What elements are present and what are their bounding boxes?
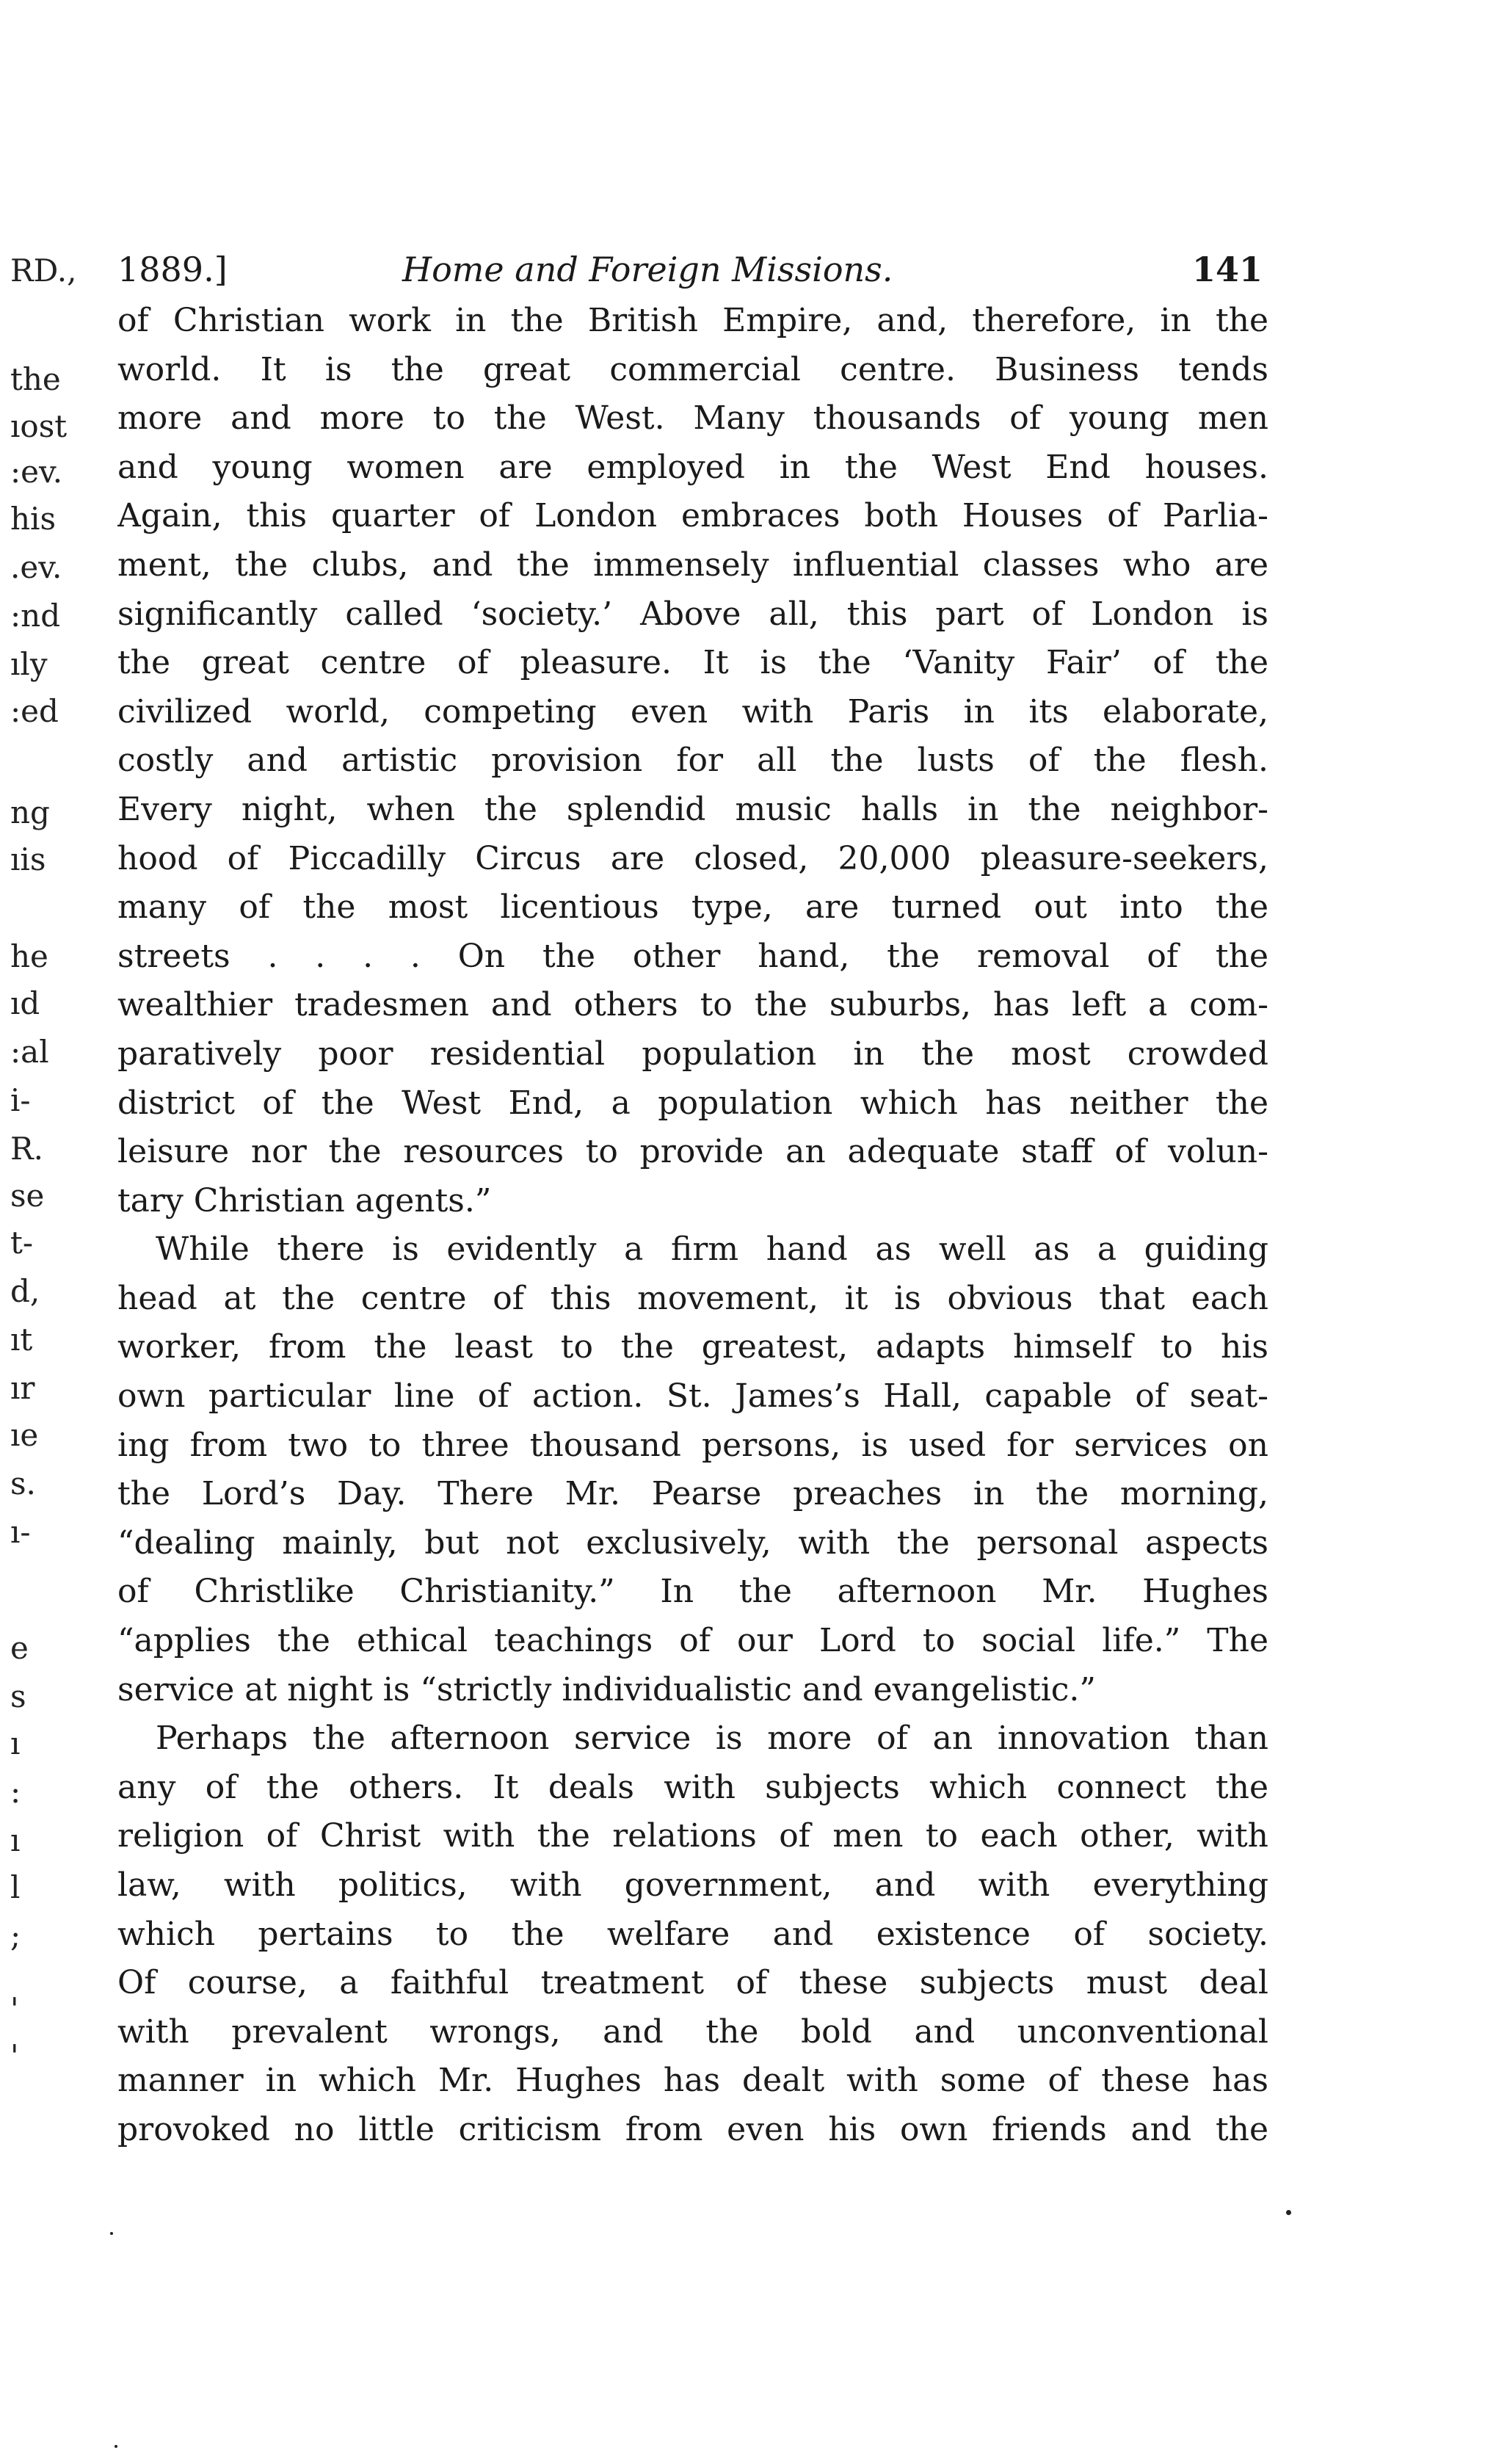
gutter-fragment: :ev. [10, 454, 63, 490]
text-line: and young women are employed in the West End houses. [117, 448, 1268, 486]
gutter-fragment: i- [10, 1082, 31, 1118]
gutter-fragment: ı [10, 1822, 21, 1858]
text-line: streets . . . . On the other hand, the removal of the [117, 937, 1268, 975]
text-line: worker, from the least to the greatest, adapts himself to his [117, 1328, 1268, 1366]
text-line: paratively poor residential population in the most crowded [117, 1034, 1268, 1073]
text-line: own particular line of action. St. James’s Hall, capable of seat- [117, 1377, 1268, 1416]
page-number: 141 [1191, 250, 1263, 289]
text-line: head at the centre of this movement, it is obvious that each [117, 1279, 1268, 1317]
gutter-fragment: R. [10, 1131, 43, 1167]
gutter-fragment: ıly [10, 646, 48, 682]
gutter-fragment: ; [10, 1918, 21, 1954]
scan-speck [1286, 2210, 1291, 2215]
gutter-fragment: se [10, 1178, 45, 1214]
text-line: Again, this quarter of London embraces both Houses of Parlia- [117, 497, 1268, 535]
gutter-fragment: he [10, 938, 48, 974]
text-line: costly and artistic provision for all the lusts of the flesh. [117, 742, 1268, 780]
gutter-fragment: : [10, 1774, 21, 1810]
text-line: with prevalent wrongs, and the bold and unconventional [117, 2012, 1268, 2051]
text-line: tary Christian agents.” [117, 1181, 492, 1220]
gutter-fragment: ' [10, 2038, 19, 2074]
gutter-fragment: ıis [10, 841, 46, 877]
text-line: the Lord’s Day. There Mr. Pearse preaches in the morning, [117, 1475, 1268, 1513]
gutter-fragment: s [10, 1678, 26, 1714]
scan-speck [115, 2445, 117, 2448]
text-line: hood of Piccadilly Circus are closed, 20,000 pleasure-seekers, [117, 839, 1268, 877]
text-line: civilized world, competing even with Paris in its elaborate, [117, 692, 1268, 731]
text-line: religion of Christ with the relations of men to each other, with [117, 1817, 1268, 1855]
gutter-fragment: :ed [10, 693, 59, 729]
text-line: ment, the clubs, and the immensely influential classes who are [117, 546, 1268, 584]
gutter-fragment: ı [10, 1725, 21, 1761]
gutter-fragment: d, [10, 1273, 40, 1309]
text-line: of Christlike Christianity.” In the afternoon Mr. Hughes [117, 1573, 1268, 1611]
gutter-fragment: .ev. [10, 549, 62, 585]
text-line: world. It is the great commercial centre. Business tends [117, 350, 1268, 388]
gutter-fragment: :nd [10, 598, 61, 634]
running-head-title: Home and Foreign Missions. [402, 250, 893, 289]
gutter-fragment: ıt [10, 1322, 33, 1358]
gutter-fragment: RD., [10, 253, 77, 289]
text-line: law, with politics, with government, and with everything [117, 1866, 1268, 1904]
text-line: leisure nor the resources to provide an adequate staff of volun- [117, 1133, 1268, 1171]
text-line: While there is evidently a firm hand as well as a guiding [156, 1231, 1268, 1269]
text-line: provoked no little criticism from even his own friends and the [117, 2110, 1268, 2148]
text-line: “dealing mainly, but not exclusively, with the personal aspects [117, 1523, 1268, 1562]
text-line: the great centre of pleasure. It is the ‘Vanity Fair’ of the [117, 644, 1268, 682]
text-line: ing from two to three thousand persons, is used for services on [117, 1426, 1268, 1464]
text-line: Every night, when the splendid music halls in the neighbor- [117, 790, 1268, 828]
running-head [117, 250, 1263, 294]
gutter-fragment: his [10, 501, 57, 537]
body-text [117, 297, 1268, 2155]
text-line: wealthier tradesmen and others to the suburbs, has left a com- [117, 986, 1268, 1024]
gutter-fragment: ıost [10, 408, 68, 444]
gutter-fragment: ıe [10, 1417, 39, 1453]
gutter-fragment: s. [10, 1465, 36, 1501]
running-head-year: 1889.] [117, 250, 228, 289]
gutter-fragment: ng [10, 794, 50, 830]
gutter-fragment: ı- [10, 1514, 31, 1550]
text-line: district of the West End, a population which has neither the [117, 1084, 1268, 1122]
text-line: of Christian work in the British Empire, and, therefore, in the [117, 302, 1268, 339]
text-line: which pertains to the welfare and existence of society. [117, 1915, 1268, 1953]
scan-speck [110, 2232, 113, 2235]
text-line: any of the others. It deals with subjects which connect the [117, 1768, 1268, 1806]
text-line: “applies the ethical teachings of our Lord to social life.” The [117, 1622, 1268, 1660]
gutter-fragment: e [10, 1630, 29, 1666]
gutter-fragment: ' [10, 1991, 19, 2027]
gutter-fragment: t- [10, 1225, 34, 1261]
text-line: manner in which Mr. Hughes has dealt with some of these has [117, 2062, 1268, 2100]
gutter-fragment: l [10, 1869, 21, 1905]
gutter-fragment: ıd [10, 985, 40, 1021]
gutter-fragment: the [10, 361, 61, 397]
text-line: many of the most licentious type, are turned out into the [117, 888, 1268, 927]
text-line: significantly called ‘society.’ Above all, this part of London is [117, 595, 1268, 633]
facing-page-bleed [10, 0, 84, 2464]
text-line: Perhaps the afternoon service is more of an innovation than [156, 1720, 1268, 1758]
gutter-fragment: :al [10, 1034, 49, 1070]
text-line: more and more to the West. Many thousands of young men [117, 399, 1268, 438]
text-line: service at night is “strictly individualistic and evangelistic.” [117, 1670, 1096, 1709]
text-line: Of course, a faithful treatment of these subjects must deal [117, 1964, 1268, 2002]
gutter-fragment: ır [10, 1370, 35, 1406]
